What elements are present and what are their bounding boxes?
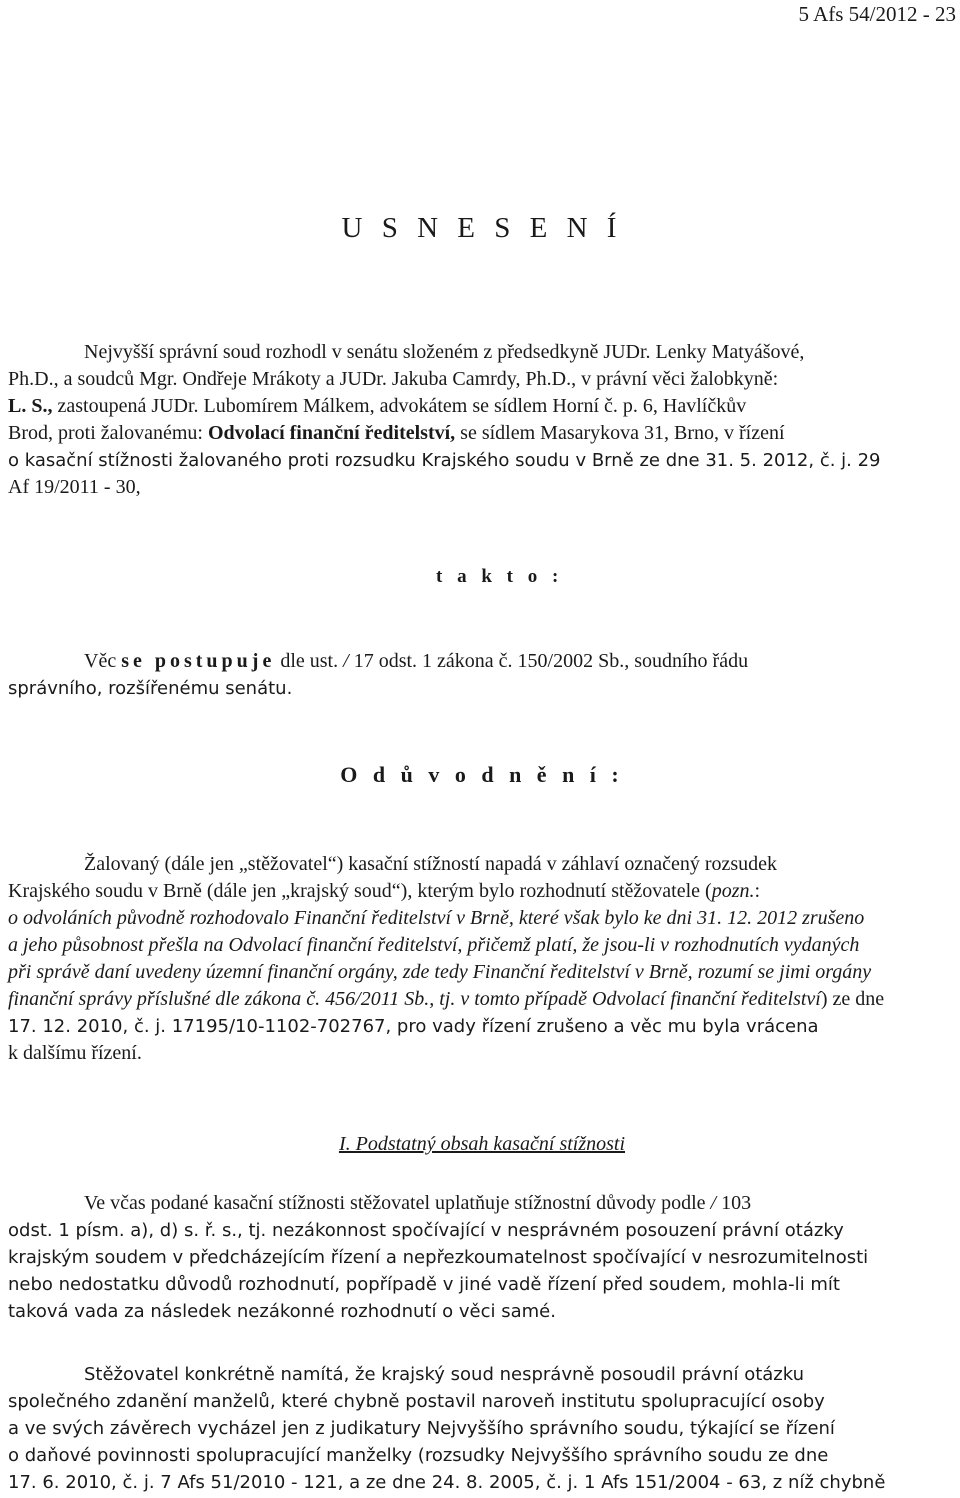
p1-line: Žalovaný (dále jen „stěžovatel“) kasační stížností napadá v záhlaví označený rozsudek	[84, 853, 778, 875]
verdict-text: dle ust.	[275, 650, 344, 672]
p2-line: taková vada za následek nezákonné rozhodnutí o věci samé.	[8, 1301, 556, 1322]
section-sign-icon: /	[343, 650, 354, 672]
p1-text: Krajského soudu v Brně (dále jen „krajský soud“), kterým bylo rozhodnutí stěžovatele (	[8, 880, 712, 902]
reasoning-paragraph-2	[8, 1190, 956, 1325]
p1-line: a jeho působnost přešla na Odvolací finanční ředitelství, přičemž platí, že jsou-li v rozhodnutích vydaných	[8, 934, 860, 956]
intro-line: o kasační stížnosti žalovaného proti rozsudku Krajského soudu v Brně ze dne 31. 5. 2012, č. j. 29	[8, 450, 881, 471]
intro-line: Af 19/2011 - 30,	[8, 476, 141, 498]
p1-line: 17. 12. 2010, č. j. 17195/10-1102-702767, pro vady řízení zrušeno a věc mu byla vrácena	[8, 1016, 819, 1037]
intro-line: Nejvyšší správní soud rozhodl v senátu složeném z předsedkyně JUDr. Lenky Matyášové,	[84, 341, 805, 363]
verdict-emphasis: se postupuje	[121, 650, 276, 672]
p3-line: 17. 6. 2010, č. j. 7 Afs 51/2010 - 121, a ze dne 24. 8. 2005, č. j. 1 Afs 151/2004 - 63, z níž chybně	[8, 1472, 886, 1493]
defendant-name: Odvolací finanční ředitelství,	[207, 422, 456, 444]
section-heading: I. Podstatný obsah kasační stížnosti	[338, 1133, 626, 1155]
verdict-line	[8, 648, 956, 675]
p3-line: Stěžovatel konkrétně namítá, že krajský soud nesprávně posoudil právní otázku	[84, 1364, 805, 1385]
plaintiff-name: L. S.,	[8, 395, 53, 417]
verdict-text: Věc	[84, 650, 122, 672]
document-title: U S N E S E N Í	[341, 212, 623, 244]
p1-note: pozn.	[711, 880, 755, 902]
case-reference: 5 Afs 54/2012 - 23	[798, 2, 956, 26]
intro-text: se sídlem Masarykova 31, Brno, v řízení	[455, 422, 785, 444]
p1-line: k dalšímu řízení.	[8, 1042, 142, 1064]
p2-line	[8, 1190, 956, 1217]
p1-note: finanční správy příslušné dle zákona č. 456/2011 Sb., tj. v tomto případě Odvolací finanční ředitelství	[8, 988, 821, 1010]
reasoning-paragraph-1	[8, 851, 956, 1067]
p2-line: odst. 1 písm. a), d) s. ř. s., tj. nezákonnost spočívající v nesprávném posouzení právní otázky	[8, 1220, 844, 1241]
intro-text: zastoupená JUDr. Lubomírem Málkem, advokátem se sídlem Horní č. p. 6, Havlíčkův	[52, 395, 747, 417]
verdict-line: správního, rozšířenému senátu.	[8, 678, 293, 699]
p2-text: 103	[721, 1192, 752, 1214]
p3-line: společného zdanění manželů, které chybně postavil naroveň institutu spolupracující osoby	[8, 1391, 825, 1412]
p1-line: o odvoláních původně rozhodovalo Finanční ředitelství v Brně, které však bylo ke dni 31. 12. 2012 zrušeno	[8, 907, 865, 929]
p1-text: ) ze dne	[820, 988, 885, 1010]
p1-text: :	[754, 880, 761, 902]
takto-heading: t a k t o :	[436, 566, 564, 587]
p1-line	[8, 878, 956, 905]
intro-line: Ph.D., a soudců Mgr. Ondřeje Mrákoty a JUDr. Jakuba Camrdy, Ph.D., v právní věci žalobkyně:	[8, 368, 779, 390]
p1-line	[8, 986, 956, 1013]
reasoning-paragraph-3	[8, 1361, 956, 1496]
intro-paragraph	[8, 339, 956, 501]
p2-line: krajským soudem v předcházejícím řízení a nepřezkoumatelnost spočívající v nesrozumitelnosti	[8, 1247, 869, 1268]
document-page	[8, 0, 956, 1498]
reasoning-heading: O d ů v o d n ě n í :	[340, 762, 624, 787]
section-sign-icon: /	[710, 1192, 722, 1214]
p3-line: a ve svých závěrech vycházel jen z judikatury Nejvyššího správního soudu, týkající se řízení	[8, 1418, 835, 1439]
p2-text: Ve včas podané kasační stížnosti stěžovatel uplatňuje stížnostní důvody podle	[84, 1192, 711, 1214]
p2-line: nebo nedostatku důvodů rozhodnutí, popřípadě v jiné vadě řízení před soudem, mohla-li mít	[8, 1274, 840, 1295]
p3-line: o daňové povinnosti spolupracující manželky (rozsudky Nejvyššího správního soudu ze dne	[8, 1445, 829, 1466]
p1-line: při správě daní uvedeny územní finanční orgány, zde tedy Finanční ředitelství v Brně, rozumí se jimi orgány	[8, 961, 872, 983]
intro-line	[8, 420, 956, 447]
verdict-text: 17 odst. 1 zákona č. 150/2002 Sb., soudního řádu	[353, 650, 749, 672]
intro-line	[8, 393, 956, 420]
verdict-paragraph	[8, 648, 956, 702]
intro-text: Brod, proti žalovanému:	[8, 422, 208, 444]
